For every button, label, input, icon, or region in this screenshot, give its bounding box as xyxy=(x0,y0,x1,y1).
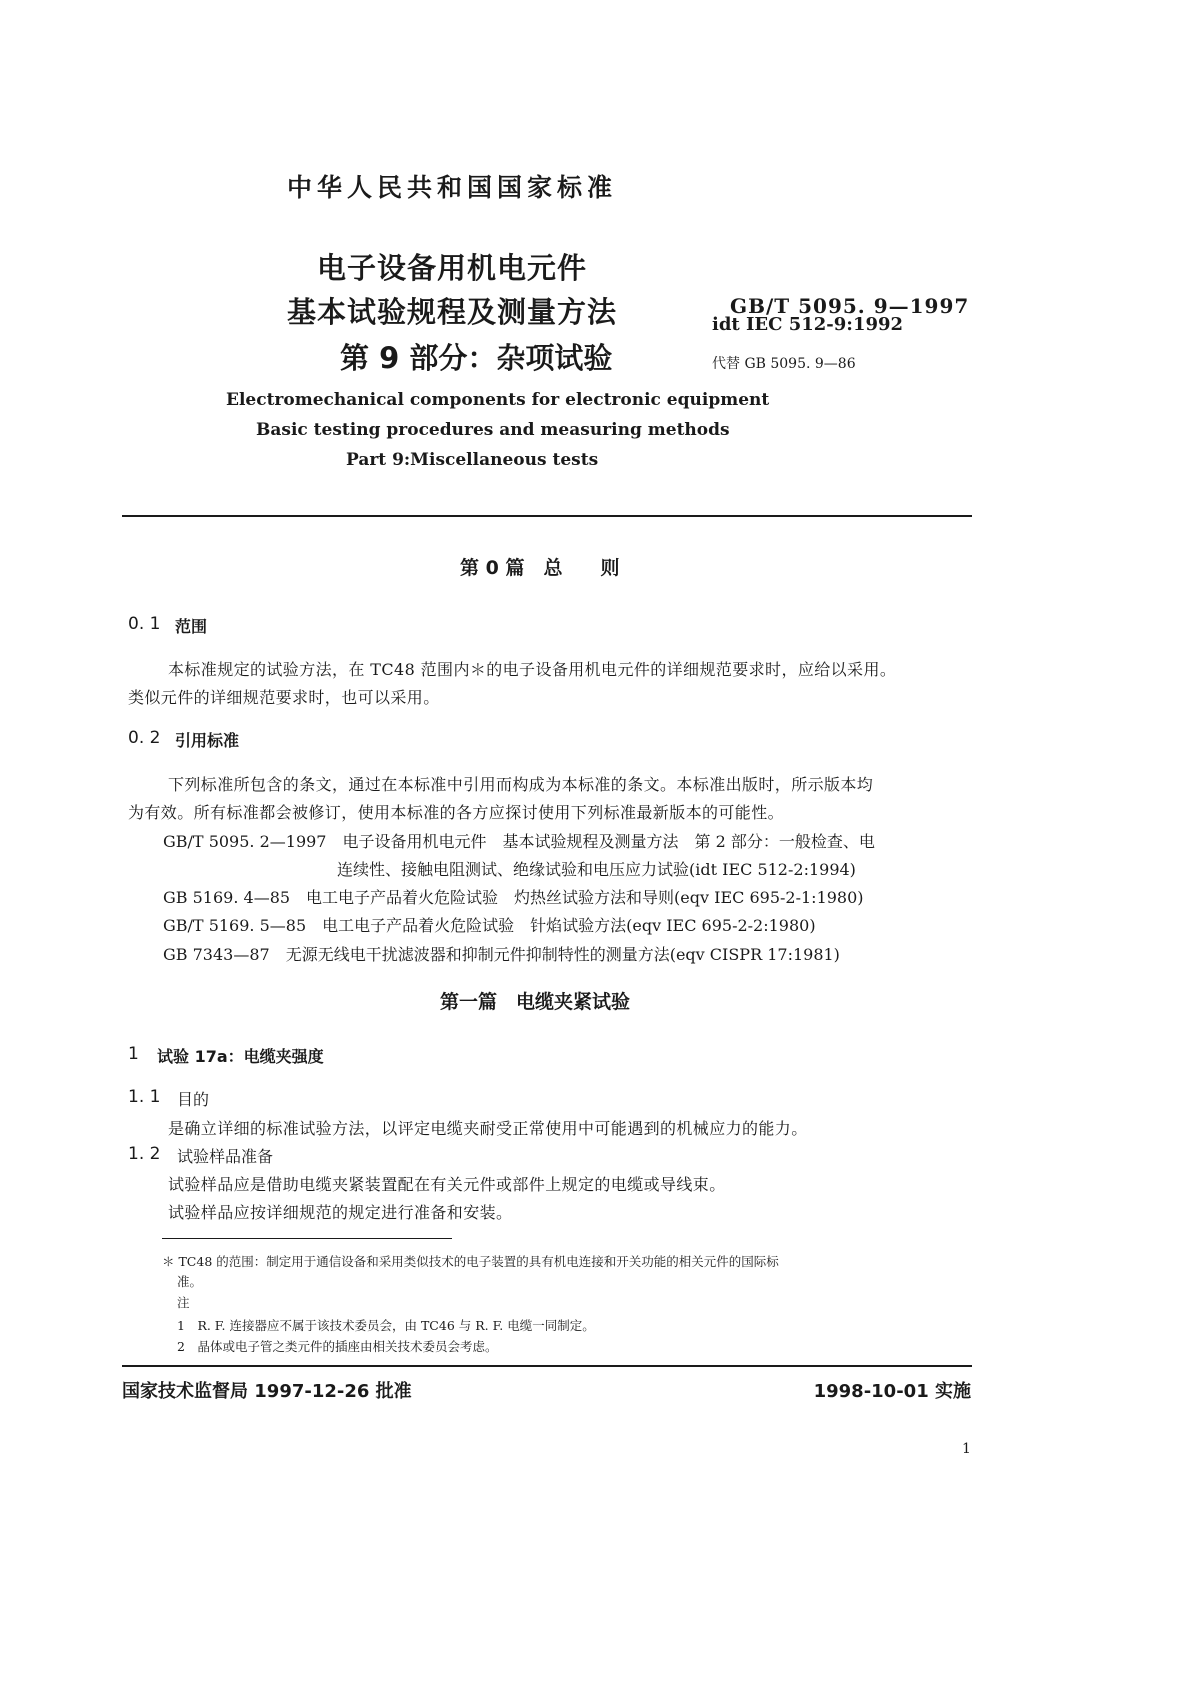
footnote-note-1: 1 R. F. 连接器应不属于该技术委员会，由 TC46 与 R. F. 电缆一同制定。 xyxy=(177,1318,595,1333)
reference-item: GB/T 5095. 2—1997 电子设备用机电元件 基本试验规程及测量方法 第 2 部分：一般检查、电 xyxy=(163,832,875,851)
footnote-line1: ＊ TC48 的范围：制定用于通信设备和采用类似技术的电子装置的具有机电连接和开关功能的相关元件的国际标 xyxy=(162,1254,779,1269)
header-divider xyxy=(122,515,972,517)
reference-item-continued: 连续性、接触电阻测试、绝缘试验和电压应力试验(idt IEC 512-2:1994) xyxy=(337,860,856,879)
section-1-1-number: 1. 1 xyxy=(128,1087,161,1107)
reference-item: GB 5169. 4—85 电工电子产品着火危险试验 灼热丝试验方法和导则(eqv IEC 695-2-1:1980) xyxy=(163,888,864,907)
footnote-divider xyxy=(162,1238,452,1239)
title-cn-line1: 电子设备用机电元件 xyxy=(317,251,588,285)
title-en-line1: Electromechanical components for electronic equipment xyxy=(226,390,770,410)
section-0-1-para-line1: 本标准规定的试验方法，在 TC48 范围内＊的电子设备用机电元件的详细规范要求时，应给以采用。 xyxy=(168,660,897,679)
section-1-2-para-line1: 试验样品应是借助电缆夹紧装置配在有关元件或部件上规定的电缆或导线束。 xyxy=(168,1175,726,1194)
standard-number: GB/T 5095. 9—1997 xyxy=(730,294,970,318)
national-standard-label: 中华人民共和国国家标准 xyxy=(287,173,618,202)
title-en-line2: Basic testing procedures and measuring methods xyxy=(256,420,730,440)
implementation-date: 1998-10-01 实施 xyxy=(813,1381,971,1402)
section-0-2-para-line1: 下列标准所包含的条文，通过在本标准中引用而构成为本标准的条文。本标准出版时，所示版本均 xyxy=(168,775,874,794)
title-en-line3: Part 9:Miscellaneous tests xyxy=(346,450,599,470)
section-0-1-title: 范围 xyxy=(175,617,208,636)
section-1-2-number: 1. 2 xyxy=(128,1144,161,1164)
section-0-1-para-line2: 类似元件的详细规范要求时，也可以采用。 xyxy=(128,688,440,707)
section-1-number: 1 xyxy=(128,1044,139,1064)
title-cn-line2: 基本试验规程及测量方法 xyxy=(287,295,618,329)
section-1-title: 试验 17a：电缆夹强度 xyxy=(157,1047,324,1066)
section-1-1-para: 是确立详细的标准试验方法，以评定电缆夹耐受正常使用中可能遇到的机械应力的能力。 xyxy=(168,1119,808,1138)
section-0-1-number: 0. 1 xyxy=(128,614,161,634)
idt-reference: idt IEC 512-9:1992 xyxy=(712,314,904,335)
page-number: 1 xyxy=(962,1441,971,1457)
approval-date: 国家技术监督局 1997-12-26 批准 xyxy=(122,1381,412,1402)
reference-item: GB/T 5169. 5—85 电工电子产品着火危险试验 针焰试验方法(eqv IEC 695-2-2:1980) xyxy=(163,916,816,935)
part1-heading: 第一篇 电缆夹紧试验 xyxy=(440,991,631,1013)
title-cn-line3: 第 9 部分：杂项试验 xyxy=(340,341,613,375)
replaces-standard: 代替 GB 5095. 9—86 xyxy=(712,356,856,372)
section-1-1-title: 目的 xyxy=(177,1090,210,1109)
section-1-2-para-line2: 试验样品应按详细规范的规定进行准备和安装。 xyxy=(168,1203,513,1222)
footnote-note-label: 注 xyxy=(177,1295,190,1310)
footnote-note-2: 2 晶体或电子管之类元件的插座由相关技术委员会考虑。 xyxy=(177,1339,498,1354)
section-0-2-title: 引用标准 xyxy=(175,731,240,750)
section-1-2-title: 试验样品准备 xyxy=(177,1147,274,1166)
part0-heading: 第 0 篇 总 则 xyxy=(460,557,620,579)
reference-item: GB 7343—87 无源无线电干扰滤波器和抑制元件抑制特性的测量方法(eqv CISPR 17:1981) xyxy=(163,945,840,964)
footnote-line2: 准。 xyxy=(177,1274,203,1289)
section-0-2-para-line2: 为有效。所有标准都会被修订，使用本标准的各方应探讨使用下列标准最新版本的可能性。 xyxy=(128,803,785,822)
section-0-2-number: 0. 2 xyxy=(128,728,161,748)
footer-divider xyxy=(122,1365,972,1367)
